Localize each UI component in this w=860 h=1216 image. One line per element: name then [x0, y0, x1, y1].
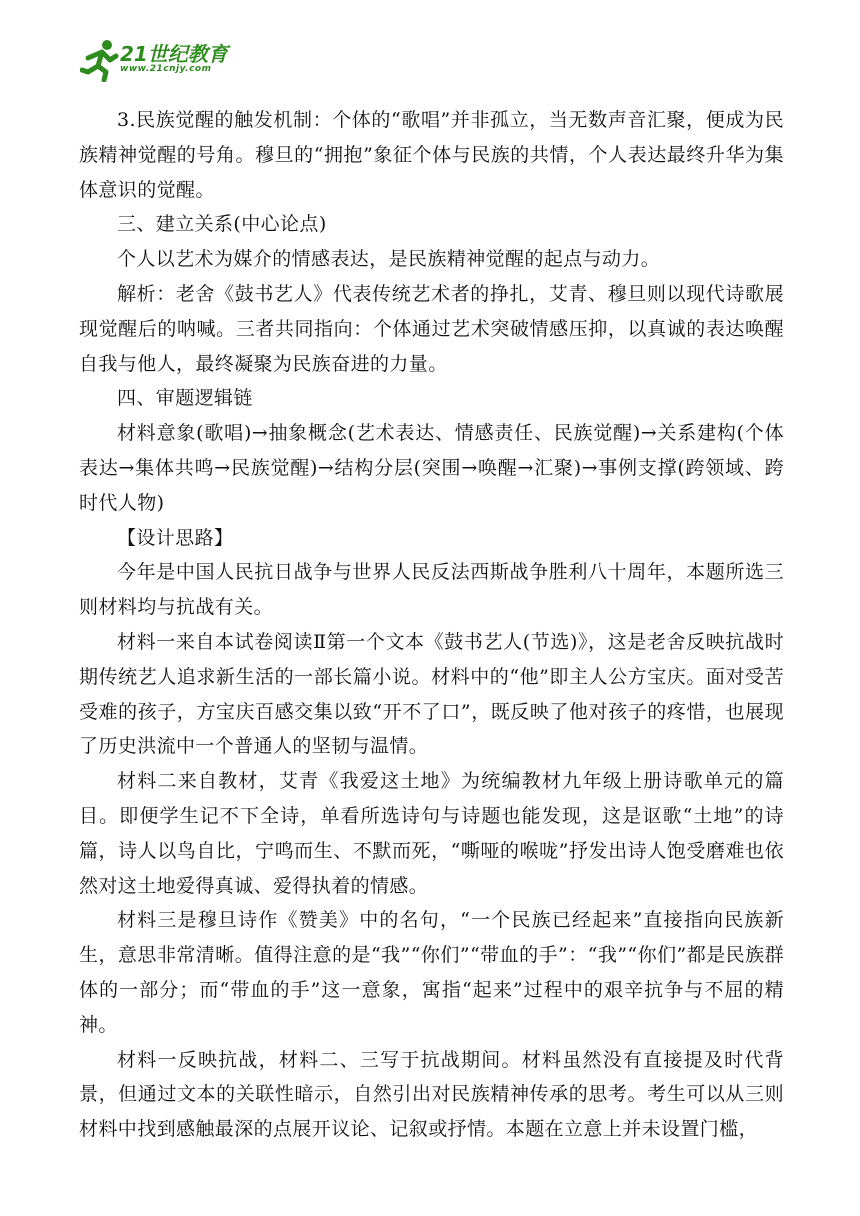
paragraph: 材料一反映抗战，材料二、三写于抗战期间。材料虽然没有直接提及时代背景，但通过文本的关联性暗示，自然引出对民族精神传承的思考。考生可以从三则材料中找到感触最深的点展开议论、记叙或抒情。本题在立意上并未设置门槛，	[79, 1048, 784, 1141]
runner-icon	[80, 38, 120, 82]
logo	[80, 38, 250, 82]
paragraph: 解析：老舍《鼓书艺人》代表传统艺术者的挣扎，艾青、穆旦则以现代诗歌展现觉醒后的呐喊。三者共同指向：个体通过艺术突破情感压抑，以真诚的表达唤醒自我与他人，最终凝聚为民族奋进的力量。	[79, 282, 784, 375]
section-heading: 三、建立关系(中心论点)	[117, 213, 327, 236]
section-heading: 【设计思路】	[117, 526, 234, 549]
paragraph: 3.民族觉醒的触发机制：个体的“歌唱”并非孤立，当无数声音汇聚，便成为民族精神觉醒的号角。穆旦的“拥抱”象征个体与民族的共情，个人表达最终升华为集体意识的觉醒。	[79, 109, 784, 201]
section-heading: 四、审题逻辑链	[117, 387, 253, 410]
logo-url: www.21cnjy.com	[120, 64, 212, 74]
paragraph: 今年是中国人民抗日战争与世界人民反法西斯战争胜利八十周年，本题所选三则材料均与抗战有关。	[79, 561, 784, 619]
paragraph: 材料二来自教材，艾青《我爱这土地》为统编教材九年级上册诗歌单元的篇目。即便学生记不下全诗，单看所选诗句与诗题也能发现，这是讴歌“土地”的诗篇，诗人以鸟自比，宁鸣而生、不默而死，“嘶哑的喉咙”抒发出诗人饱受磨难也依然对这土地爱得真诚、爱得执着的情感。	[79, 770, 784, 897]
paragraph: 个人以艺术为媒介的情感表达，是民族精神觉醒的起点与动力。	[117, 248, 661, 271]
document-body	[79, 103, 784, 1147]
logo-name: 21世纪教育	[120, 42, 228, 66]
paragraph: 材料一来自本试卷阅读Ⅱ第一个文本《鼓书艺人(节选)》，这是老舍反映抗战时期传统艺人追求新生活的一部长篇小说。材料中的“他”即主人公方宝庆。面对受苦受难的孩子，方宝庆百感交集以致“开不了口”，既反映了他对孩子的疼惜，也展现了历史洪流中一个普通人的坚韧与温情。	[79, 630, 784, 758]
paragraph: 材料意象(歌唱)→抽象概念(艺术表达、情感责任、民族觉醒)→关系建构(个体表达→集体共鸣→民族觉醒)→结构分层(突围→唤醒→汇聚)→事例支撑(跨领域、跨时代人物)	[79, 422, 784, 514]
paragraph: 材料三是穆旦诗作《赞美》中的名句，“一个民族已经起来”直接指向民族新生，意思非常清晰。值得注意的是“我”“你们”“带血的手”：“我”“你们”都是民族群体的一部分；而“带血的手”这一意象，寓指“起来”过程中的艰辛抗争与不屈的精神。	[79, 909, 784, 1036]
